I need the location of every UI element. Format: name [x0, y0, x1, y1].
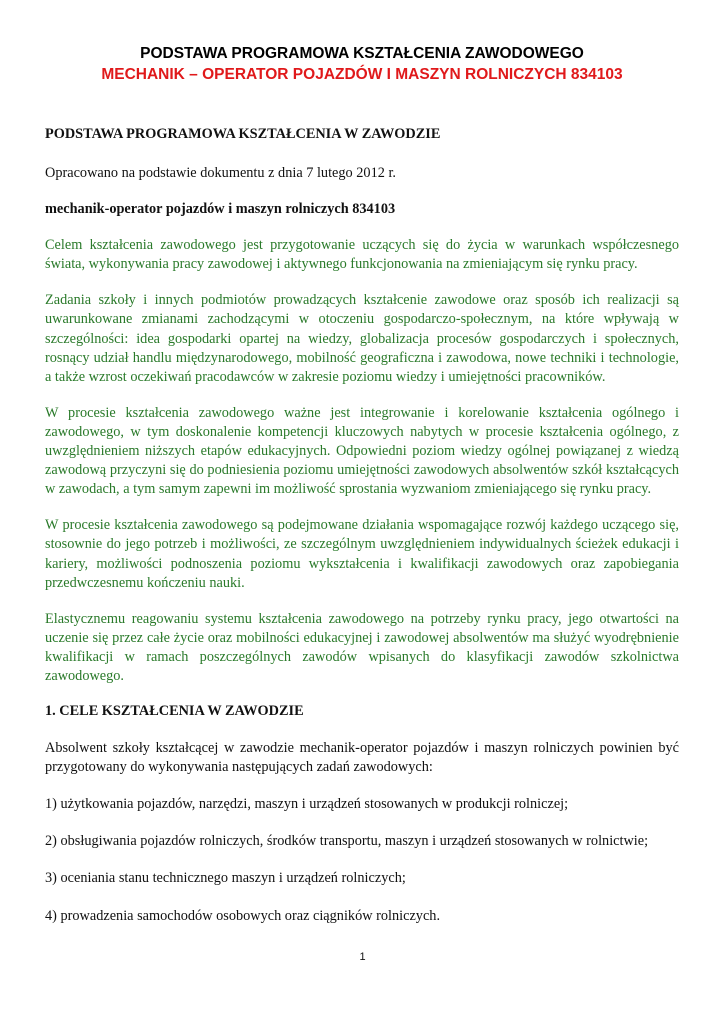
document-subtitle: MECHANIK – OPERATOR POJAZDÓW I MASZYN ROLNICZYCH 834103 — [101, 66, 623, 83]
source-note: Opracowano na podstawie dokumentu z dnia 7 lutego 2012 r. — [45, 165, 396, 181]
paragraph-goal: Celem kształcenia zawodowego jest przygotowanie uczących się do życia w warunkach współczesnego świata, wykonywania pracy zawodowej i aktywnego funkcjonowania na zmieniającym się rynku pracy. — [45, 237, 679, 273]
section-heading-core-curriculum: PODSTAWA PROGRAMOWA KSZTAŁCENIA W ZAWODZIE — [45, 126, 441, 142]
goal-item: 4) prowadzenia samochodów osobowych oraz ciągników rolniczych. — [45, 907, 441, 924]
section-heading-goals: 1. CELE KSZTAŁCENIA W ZAWODZIE — [45, 703, 304, 720]
goal-item: 3) oceniania stanu technicznego maszyn i urządzeń rolniczych; — [45, 870, 406, 887]
paragraph-integration: W procesie kształcenia zawodowego ważne jest integrowanie i korelowanie kształcenia ogólnego i zawodowego, w tym doskonalenie kompetencji kluczowych nabytych w procesie kształcenia ogólnego, z uwzględnieniem niższych etapów edukacyjnych. Odpowiedni poziom wiedzy ogólnej powiązanej z wiedzą zawodową przyczyni się do podniesienia poziomu umiejętności zawodowych absolwentów szkół kształcących w zawodach, a tym samym zapewni im możliwość sprostania wyzwaniom zmieniającego się rynku pracy. — [45, 404, 679, 498]
paragraph-support: W procesie kształcenia zawodowego są podejmowane działania wspomagające rozwój każdego uczącego się, stosownie do jego potrzeb i możliwości, ze szczególnym uwzględnieniem indywidualnych ścieżek edukacji i kariery, możliwości podnoszenia poziomu wykształcenia i kwalifikacji zawodowych oraz zapobiegania przedwczesnemu kończeniu nauki. — [45, 517, 679, 591]
document-title: PODSTAWA PROGRAMOWA KSZTAŁCENIA ZAWODOWEGO — [140, 45, 584, 62]
paragraph-tasks: Zadania szkoły i innych podmiotów prowadzących kształcenie zawodowe oraz sposób ich realizacji są uwarunkowane zmianami zachodzącymi w otoczeniu gospodarczo-społecznym, na które wpływają w szczególności: idea gospodarki opartej na wiedzy, globalizacja procesów gospodarczych i społecznych, rosnący udział handlu międzynarodowego, mobilność geograficzna i zawodowa, nowe techniki i technologie, a także wzrost oczekiwań pracodawców w zakresie poziomu wiedzy i umiejętności pracowników. — [45, 292, 679, 385]
goals-intro: Absolwent szkoły kształcącej w zawodzie mechanik-operator pojazdów i maszyn rolniczych powinien być przygotowany do wykonywania następujących zadań zawodowych: — [45, 740, 679, 776]
paragraph-flexibility: Elastycznemu reagowaniu systemu kształcenia zawodowego na potrzeby rynku pracy, jego otwartości na uczenie się przez całe życie oraz mobilności edukacyjnej i zawodowej absolwentów ma służyć wyodrębnienie kwalifikacji w ramach poszczególnych zawodów wpisanych do klasyfikacji zawodów szkolnictwa zawodowego. — [45, 610, 679, 684]
goal-item: 2) obsługiwania pojazdów rolniczych, środków transportu, maszyn i urządzeń stosowanych w rolnictwie; — [45, 833, 649, 850]
page-number: 1 — [359, 951, 366, 963]
profession-name: mechanik-operator pojazdów i maszyn rolniczych 834103 — [45, 201, 396, 218]
goal-item: 1) użytkowania pojazdów, narzędzi, maszyn i urządzeń stosowanych w produkcji rolniczej; — [45, 796, 569, 813]
